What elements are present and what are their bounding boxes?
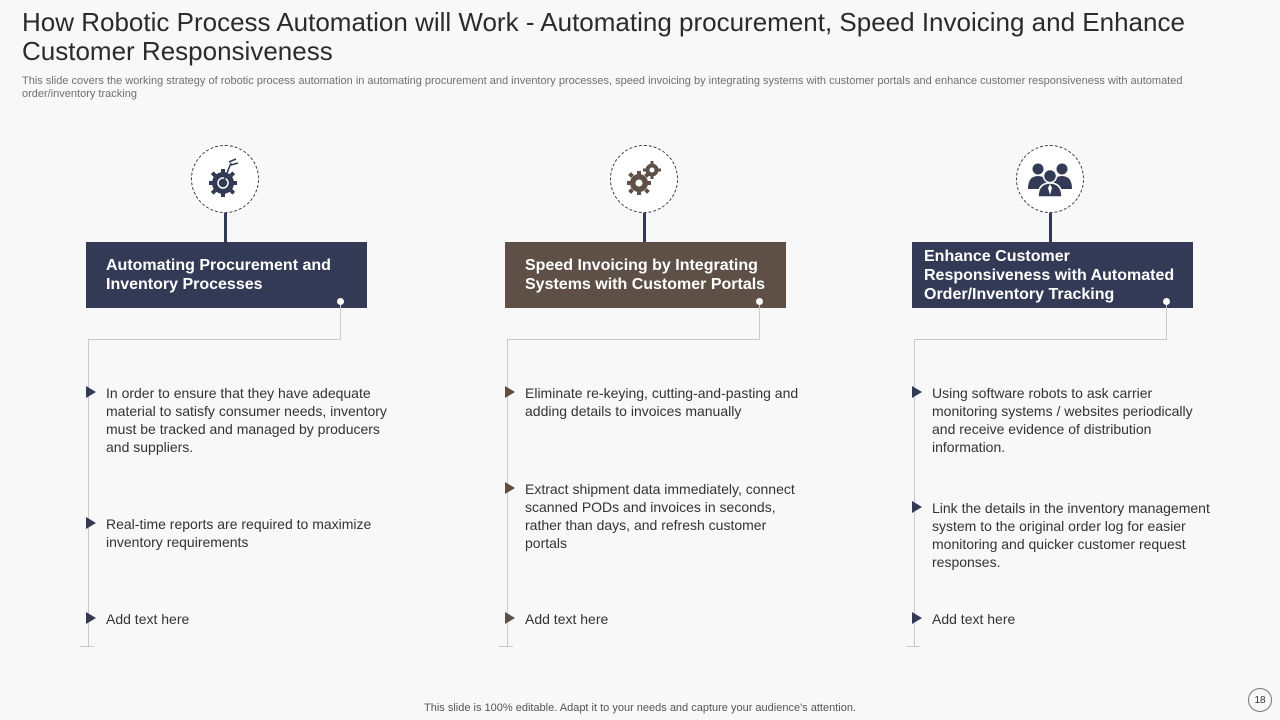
connector-line (507, 339, 760, 340)
gears-icon (610, 145, 678, 213)
triangle-bullet-icon (912, 501, 922, 513)
column-customer-responsiveness: Enhance Customer Responsiveness with Automated Order/Inventory Tracking Using software robots to ask carrier monitoring systems / websites periodically and receive evidence of distribution information. Link the details in the inventory management system to the original order log for easier monitoring and quicker customer request responses. Add text here (912, 0, 1212, 720)
icon-connector (643, 213, 646, 242)
timeline-end (80, 646, 94, 647)
footer-note: This slide is 100% editable. Adapt it to your needs and capture your audience's attention. (424, 702, 856, 714)
connector-line (340, 305, 341, 339)
triangle-bullet-icon (505, 386, 515, 398)
slide-title: How Robotic Process Automation will Work - Automating procurement, Speed Invoicing and Enhance Customer Responsiveness (22, 7, 1185, 66)
triangle-bullet-icon (505, 612, 515, 624)
customer-group-icon (1016, 145, 1084, 213)
icon-connector (224, 213, 227, 242)
triangle-bullet-icon (912, 386, 922, 398)
connector-line (88, 339, 341, 340)
column-invoicing: Speed Invoicing by Integrating Systems with Customer Portals Eliminate re-keying, cutting-and-pasting and adding details to invoices manually Extract shipment data immediately, connect scanned PODs and invoices in seconds, rather than days, and refresh customer portals Add text here (505, 0, 805, 720)
timeline-end (499, 646, 513, 647)
triangle-bullet-icon (505, 482, 515, 494)
connector-dot (1163, 298, 1170, 305)
connector-line (1166, 305, 1167, 339)
page-number: 18 (1248, 688, 1272, 712)
slide-subtitle: This slide covers the working strategy of robotic process automation in automating procurement and inventory processes, speed invoicing by integrating systems with customer portals and enhance customer responsiveness with automated order/inventory tracking (22, 75, 1183, 100)
gear-with-hand-icon (191, 145, 259, 213)
connector-line (914, 339, 1167, 340)
heading-box: Enhance Customer Responsiveness with Automated Order/Inventory Tracking (912, 242, 1193, 308)
column-procurement: Automating Procurement and Inventory Processes In order to ensure that they have adequate material to satisfy consumer needs, inventory must be tracked and managed by producers and suppliers. Real-time reports are required to maximize inventory requirements Add text here (86, 0, 386, 720)
heading-box: Automating Procurement and Inventory Processes (86, 242, 367, 308)
connector-line (759, 305, 760, 339)
triangle-bullet-icon (86, 386, 96, 398)
triangle-bullet-icon (86, 612, 96, 624)
timeline-end (906, 646, 920, 647)
triangle-bullet-icon (86, 517, 96, 529)
icon-connector (1049, 213, 1052, 242)
connector-dot (756, 298, 763, 305)
connector-dot (337, 298, 344, 305)
heading-box: Speed Invoicing by Integrating Systems with Customer Portals (505, 242, 786, 308)
triangle-bullet-icon (912, 612, 922, 624)
